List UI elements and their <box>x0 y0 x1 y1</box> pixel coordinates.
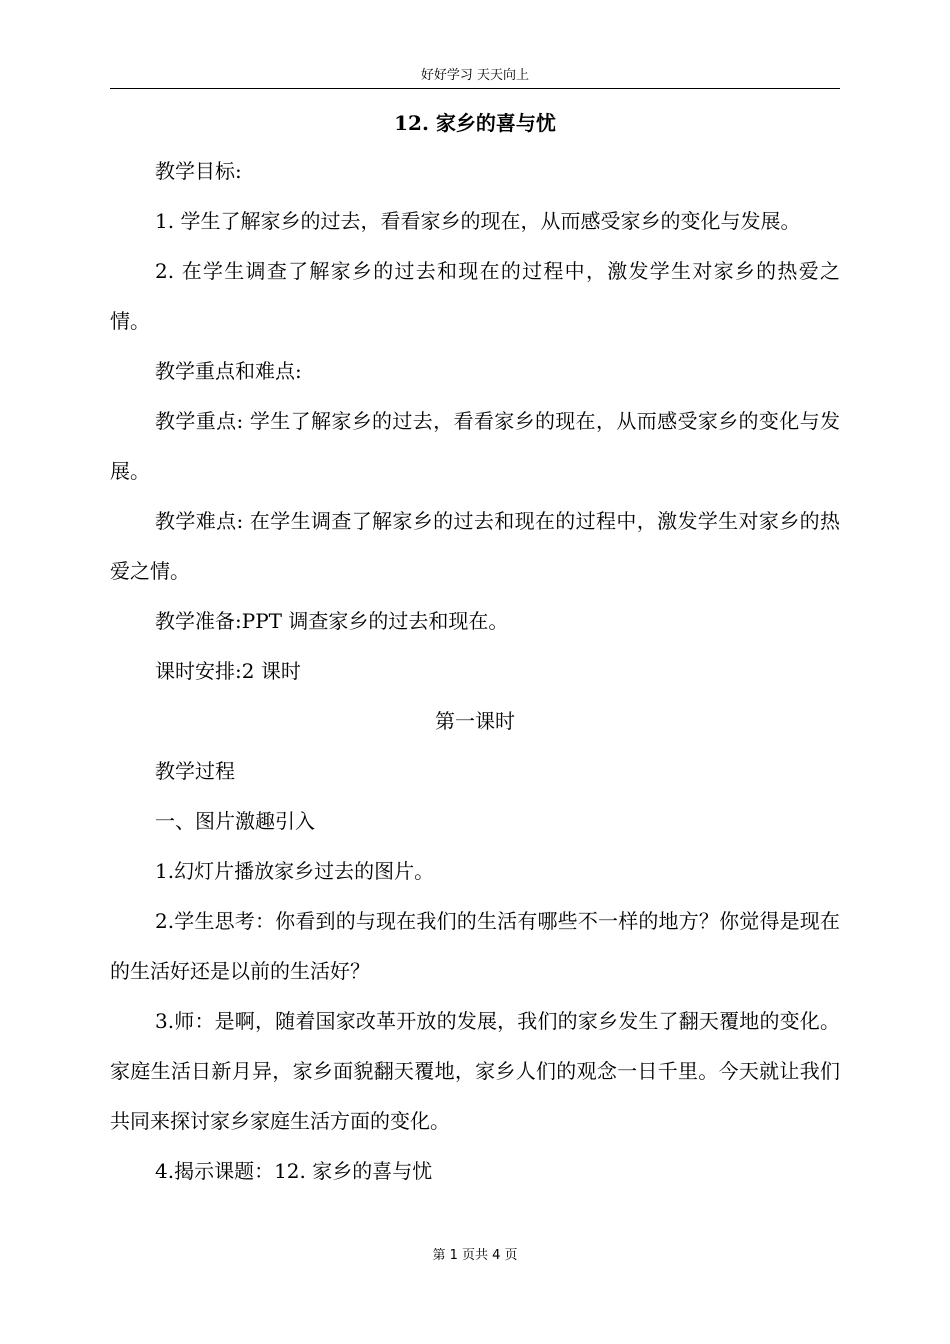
difficult-point: 教学难点: 在学生调查了解家乡的过去和现在的过程中，激发学生对家乡的热爱之情。 <box>110 509 840 583</box>
lesson-heading: 第一课时 <box>435 709 515 733</box>
process-item-4: 4.揭示课题：12. 家乡的喜与忧 <box>155 1159 433 1183</box>
step-heading-1: 一、图片激趣引入 <box>155 809 315 833</box>
objective-2: 2. 在学生调查了解家乡的过去和现在的过程中，激发学生对家乡的热爱之情。 <box>110 259 840 333</box>
objective-1: 1. 学生了解家乡的过去，看看家乡的现在，从而感受家乡的变化与发展。 <box>155 209 801 233</box>
document-body <box>110 100 840 1196</box>
page-footer: 第 1 页共 4 页 <box>432 1248 518 1263</box>
process-item-1: 1.幻灯片播放家乡过去的图片。 <box>155 859 435 883</box>
section-heading-objectives: 教学目标: <box>155 159 242 183</box>
page-header: 好好学习 天天向上 <box>110 64 840 89</box>
teaching-preparation: 教学准备:PPT 调查家乡的过去和现在。 <box>155 609 509 633</box>
section-heading-process: 教学过程 <box>155 759 235 783</box>
key-point: 教学重点: 学生了解家乡的过去，看看家乡的现在，从而感受家乡的变化与发展。 <box>110 409 840 483</box>
class-schedule: 课时安排:2 课时 <box>155 659 301 683</box>
process-item-3: 3.师：是啊，随着国家改革开放的发展，我们的家乡发生了翻天覆地的变化。家庭生活日新月异，家乡面貌翻天覆地，家乡人们的观念一日千里。今天就让我们共同来探讨家乡家庭生活方面的变化。 <box>110 1009 840 1133</box>
document-title: 12. 家乡的喜与忧 <box>394 111 556 135</box>
section-heading-key-points: 教学重点和难点: <box>155 359 302 383</box>
process-item-2: 2.学生思考：你看到的与现在我们的生活有哪些不一样的地方？你觉得是现在的生活好还是以前的生活好？ <box>110 909 840 983</box>
